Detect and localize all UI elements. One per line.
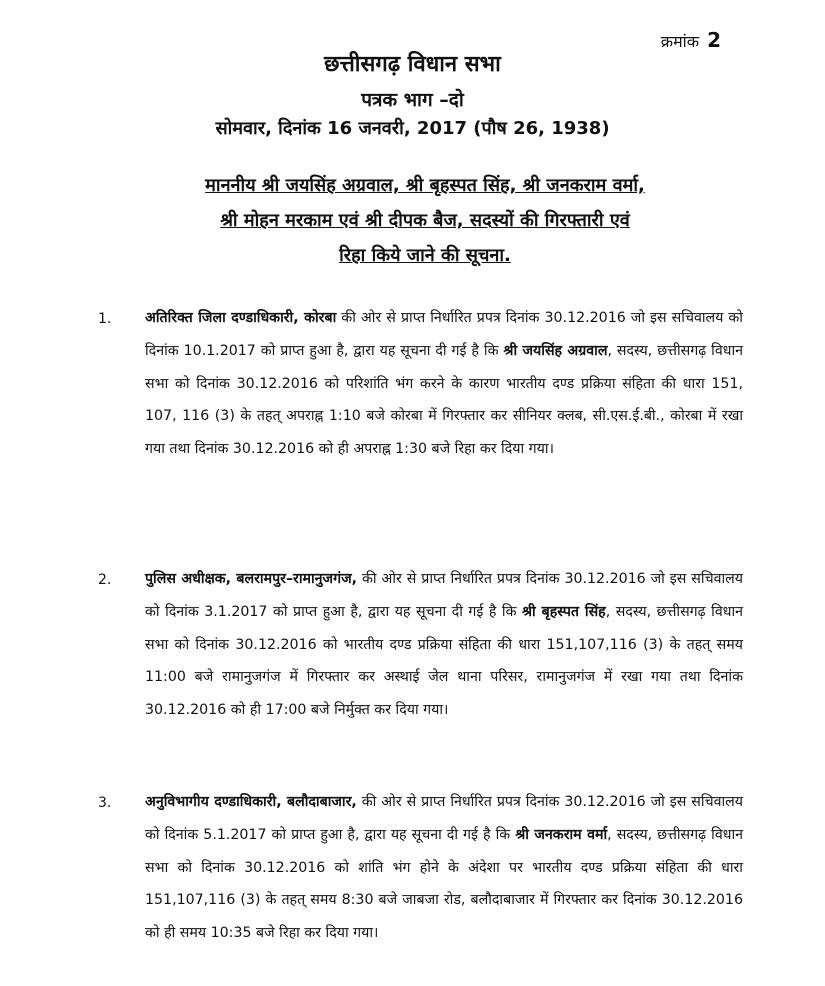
item-text-b: , सदस्य, छत्तीसगढ़ विधान सभा को दिनांक 30.12.2016 को शांति भंग होने के अंदेशा पर भारतीय दण्ड प्रक्रिया संहिता की धारा 151,107,116 (3) के तहत् समय 8:30 बजे जाबजा रोड, बलौदाबाजार में गिरफ्तार कर दिनांक 30.12.2016 को ही समय 10:35 बजे रिहा कर दिया गया। [145,826,743,942]
item-text-b: , सदस्य, छत्तीसगढ़ विधान सभा को दिनांक 30.12.2016 को भारतीय दण्ड प्रक्रिया संहिता की धारा 151,107,116 (3) के तहत् समय 11:00 बजे रामानुजगंज में गिरफ्तार कर अस्थाई जेल थाना परिसर, रामानुजगंज में रखा गया तथा दिनांक 30.12.2016 को ही 17:00 बजे निर्मुक्त कर दिया गया। [145,603,743,719]
item-authority: पुलिस अधीक्षक, बलरामपुर–रामानुजगंज, [145,571,357,587]
assembly-title: छत्तीसगढ़ विधान सभा [324,52,501,77]
item-authority: अनुविभागीय दण्डाधिकारी, बलौदाबाजार, [145,794,357,810]
item-paragraph [145,786,743,950]
subject-line-3: रिहा किये जाने की सूचना. [339,245,511,266]
item-number: 3. [98,795,112,811]
item-member: श्री जयसिंह अग्रवाल [503,342,608,359]
subject-heading [130,168,720,273]
item-authority: अतिरिक्त जिला दण्डाधिकारी, कोरबा [145,310,337,326]
item-paragraph [145,563,743,727]
bulletin-part: पत्रक भाग –दो [361,89,464,111]
item-paragraph [145,302,743,466]
item-text-b: , सदस्य, छत्तीसगढ़ विधान सभा को दिनांक 30.12.2016 को परिशांति भंग करने के कारण भारतीय दण्ड प्रक्रिया संहिता की धारा 151, 107, 116 (3) के तहत् अपराह्न 1:10 बजे कोरबा में गिरफ्तार कर सीनियर क्लब, सी.एस.ई.बी., कोरबा में रखा गया तथा दिनांक 30.12.2016 को ही अपराह्न 1:30 बजे रिहा कर दिया गया। [145,342,744,458]
date-line: सोमवार, दिनांक 16 जनवरी, 2017 (पौष 26, 1938) [215,118,610,139]
item-number: 1. [98,311,112,327]
item-member: श्री बृहस्पत सिंह [522,603,606,620]
item-text-a: की ओर से प्राप्त निर्धारित प्रपत्र दिनांक 30.12.2016 जो इस सचिवालय को दिनांक 10.1.2017 को प्राप्त हुआ है, द्वारा यह सूचना दी गई है कि [145,310,743,359]
serial-number: 2 [707,28,721,52]
serial-label: क्रमांक [660,32,700,51]
item-text-a: की ओर से प्राप्त निर्धारित प्रपत्र दिनांक 30.12.2016 जो इस सचिवालय को दिनांक 5.1.2017 को प्राप्त हुआ है, द्वारा यह सूचना दी गई है कि [145,794,743,843]
subject-line-2: श्री मोहन मरकाम एवं श्री दीपक बैज, सदस्यों की गिरफ्तारी एवं [220,210,630,231]
item-text-a: की ओर से प्राप्त निर्धारित प्रपत्र दिनांक 30.12.2016 जो इस सचिवालय को दिनांक 3.1.2017 को प्राप्त हुआ है, द्वारा यह सूचना दी गई है कि [145,571,743,620]
item-number: 2. [98,572,112,588]
item-member: श्री जनकराम वर्मा [515,826,608,843]
subject-line-1: माननीय श्री जयसिंह अग्रवाल, श्री बृहस्पत सिंह, श्री जनकराम वर्मा, [205,175,645,196]
